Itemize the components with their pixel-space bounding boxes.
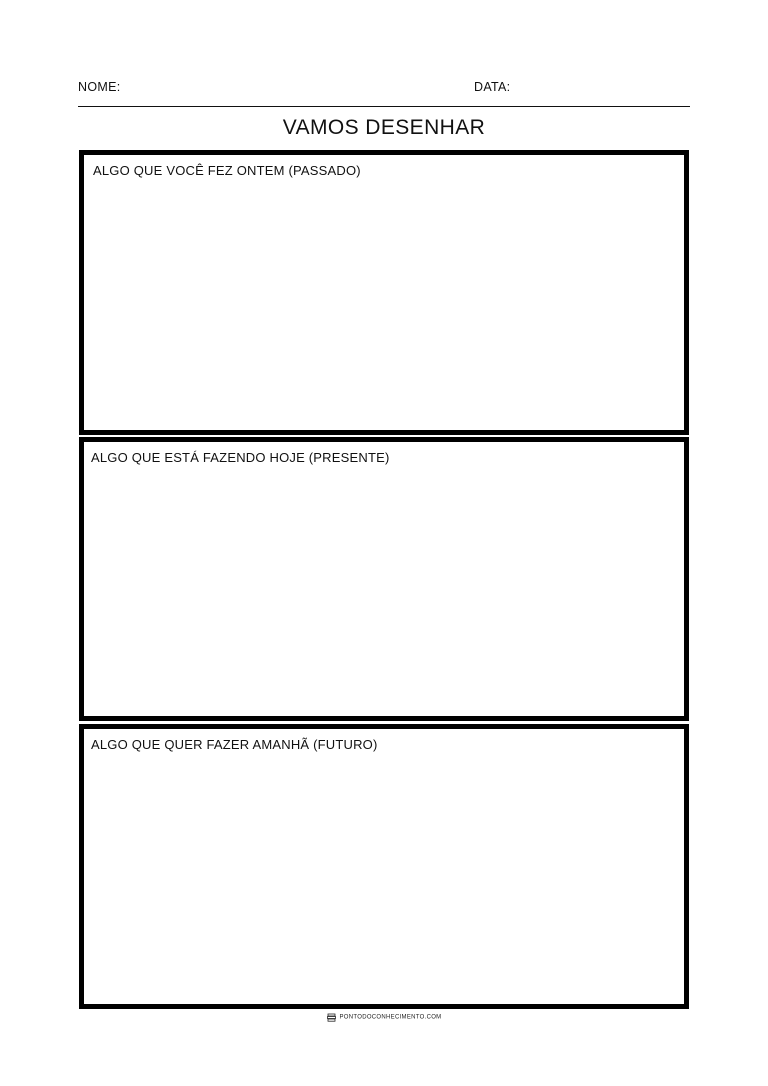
date-label: DATA: [474,80,511,94]
footer [0,1013,768,1022]
drawing-box-past[interactable] [79,150,689,435]
footer-website: PONTODOCONHECIMENTO.COM [339,1014,442,1021]
header-divider [78,106,690,107]
drawing-box-present[interactable] [79,437,689,721]
box-label-past: ALGO QUE VOCÊ FEZ ONTEM (PASSADO) [93,163,361,178]
name-label: NOME: [78,80,121,94]
book-stack-icon [327,1013,336,1022]
header-row [78,80,690,96]
page-title: VAMOS DESENHAR [282,116,486,139]
box-label-present: ALGO QUE ESTÁ FAZENDO HOJE (PRESENTE) [91,450,390,465]
box-label-future: ALGO QUE QUER FAZER AMANHÃ (FUTURO) [91,737,378,752]
drawing-box-future[interactable] [79,724,689,1009]
